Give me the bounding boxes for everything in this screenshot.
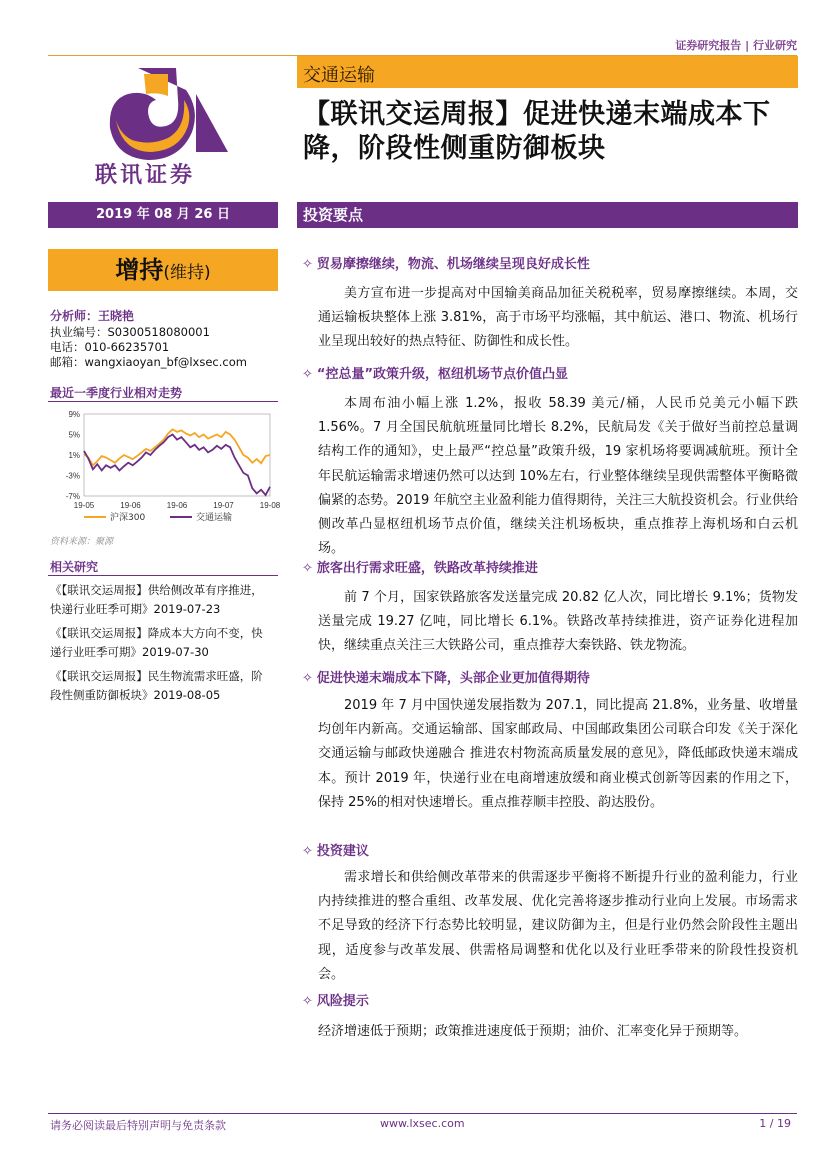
plot-area-frame xyxy=(84,414,270,496)
section-body: 前 7 个月，国家铁路旅客发送量完成 20.82 亿人次，同比增长 9.1%；货物发送量完成 19.27 亿吨，同比增长 6.1%。铁路改革持续推进，资产证券化进程加快，继续重点关注三大铁路公司，重点推荐大秦铁路、铁龙物流。 xyxy=(318,590,798,654)
sector-label: 交通运输 xyxy=(303,65,375,86)
x-tick-label: 19-07 xyxy=(213,501,234,510)
footer-url[interactable]: www.lxsec.com xyxy=(380,1117,465,1130)
x-tick-label: 19-08 xyxy=(259,501,281,510)
legend-label: 沪深300 xyxy=(110,513,146,523)
section-body: 美方宣布进一步提高对中国输美商品加征关税税率，贸易摩擦继续。本周，交通运输板块整体上涨 3.81%，高于市场平均涨幅，其中航运、港口、物流、机场行业呈现出较好的热点特征、防御性和成长性。 xyxy=(318,286,798,350)
related-divider xyxy=(48,575,278,576)
diamond-bullet-icon: ✧ xyxy=(302,257,313,272)
section-body: 经济增速低于预期；政策推进速度低于预期；油价、汇率变化异于预期等。 xyxy=(318,1024,748,1039)
related-item-line2: 递行业旺季可期》2019-07-30 xyxy=(50,645,209,659)
diamond-bullet-icon: ✧ xyxy=(302,367,313,382)
chart-svg xyxy=(48,402,281,534)
footer-page-number: 1 / 19 xyxy=(759,1117,791,1130)
section-heading: ✧ “控总量”政策升级，枢纽机场节点价值凸显 xyxy=(302,367,568,382)
footer-disclaimer[interactable]: 请务必阅读最后特别声明与免责条款 xyxy=(50,1119,226,1132)
analyst-email: 邮箱：wangxiaoyan_bf@lxsec.com xyxy=(50,355,247,369)
investment-points-header: 投资要点 xyxy=(297,202,798,228)
related-item-line2: 段性侧重防御板块》2019-08-05 xyxy=(50,688,221,702)
related-research-title: 相关研究 xyxy=(50,560,99,574)
report-type-tag: 证券研究报告 | 行业研究 xyxy=(675,39,797,52)
related-item[interactable] xyxy=(50,624,285,662)
x-tick-label: 19-05 xyxy=(73,501,95,510)
y-tick-label: -7% xyxy=(65,492,80,501)
relative-trend-chart xyxy=(48,402,281,534)
y-tick-label: 5% xyxy=(68,430,80,440)
diamond-bullet-icon: ✧ xyxy=(302,561,313,576)
rating-main: 增持 xyxy=(115,256,164,284)
legend-label: 交通运输 xyxy=(196,513,233,523)
series-line-1 xyxy=(84,429,270,465)
x-tick-label: 19-06 xyxy=(120,501,141,510)
analyst-license: 执业编号：S0300518080001 xyxy=(50,325,210,339)
y-tick-label: -3% xyxy=(65,471,80,481)
report-title: 【联讯交运周报】促进快递末端成本下降，阶段性侧重防御板块 xyxy=(303,99,771,164)
company-logo-text: 联讯证券 xyxy=(95,162,196,188)
y-tick-label: 9% xyxy=(68,410,80,419)
diamond-bullet-icon: ✧ xyxy=(302,844,313,859)
section-heading: ✧ 风险提示 xyxy=(302,994,369,1009)
y-tick-label: 1% xyxy=(68,451,80,460)
section-heading: ✧ 旅客出行需求旺盛，铁路改革持续推进 xyxy=(302,561,538,576)
series-line-2 xyxy=(84,435,270,496)
related-item-line1: 《【联讯交运周报】降成本大方向不变，快 xyxy=(50,626,263,640)
section-heading: ✧ 投资建议 xyxy=(302,844,369,859)
section-body: 本周布油小幅上涨 1.2%，报收 58.39 美元/桶，人民币兑美元小幅下跌 1.56%。7 月全国民航航班量同比增长 8.2%，民航局发《关于做好当前控总量调结构工作的通知》，史上最严“控总量”政策升级，19 家机场将要调减航班。预计全年民航运输需求增速仍然可以达到 10%左右，行业整体继续呈现供需整体平衡略微偏紧的态势。2019 年航空主业盈利能力值得期待，关注三大航投资机会。行业供给侧改革凸显枢纽机场节点价值，继续关注机场板块，重点推荐上海机场和白云机场。 xyxy=(318,396,798,557)
related-item-line2: 快递行业旺季可期》2019-07-23 xyxy=(50,602,221,616)
chart-section-title: 最近一季度行业相对走势 xyxy=(50,386,183,400)
sector-banner xyxy=(297,56,798,88)
rating-box xyxy=(48,249,278,291)
footer-divider xyxy=(48,1113,797,1114)
related-item-line1: 《【联讯交运周报】供给侧改革有序推进， xyxy=(50,583,263,597)
analyst-name: 分析师：王晓艳 xyxy=(50,309,135,323)
related-item[interactable] xyxy=(50,581,285,619)
section-heading: ✧ 贸易摩擦继续，物流、机场继续呈现良好成长性 xyxy=(302,257,590,272)
report-date: 2019 年 08 月 26 日 xyxy=(48,202,278,228)
x-tick-label: 19-06 xyxy=(166,501,188,510)
analyst-phone: 电话：010-66235701 xyxy=(50,340,170,354)
section-heading: ✧ 促进快递末端成本下降，头部企业更加值得期待 xyxy=(302,671,590,686)
diamond-bullet-icon: ✧ xyxy=(302,994,313,1009)
related-item-line1: 《【联讯交运周报】民生物流需求旺盛，阶 xyxy=(50,669,263,683)
related-item[interactable] xyxy=(50,667,285,705)
section-body: 需求增长和供给侧改革带来的供需逐步平衡将不断提升行业的盈利能力，行业内持续推进的整合重组、改革发展、优化完善将逐步推动行业向上发展。市场需求不足导致的经济下行态势比较明显，建议防御为主，但是行业仍然会阶段性主题出现，适度参与改革发展、供需格局调整和优化以及行业旺季带来的阶段性投资机会。 xyxy=(318,870,798,982)
rating-sub: (维持) xyxy=(163,263,211,283)
diamond-bullet-icon: ✧ xyxy=(302,671,313,686)
chart-source: 资料来源：聚源 xyxy=(50,537,114,547)
section-body: 2019 年 7 月中国快递发展指数为 207.1，同比提高 21.8%，业务量、收增量均创年内新高。交通运输部、国家邮政局、中国邮政集团公司联合印发《关于深化交通运输与邮政快递融合 推进农村物流高质量发展的意见》，降低邮政快递末端成本。预计 2019 年，快递行业在电商增速放缓和商业模式创新等因素的作用之下，保持 25%的相对快速增长。重点推荐顺丰控股、韵达股份。 xyxy=(318,698,798,810)
